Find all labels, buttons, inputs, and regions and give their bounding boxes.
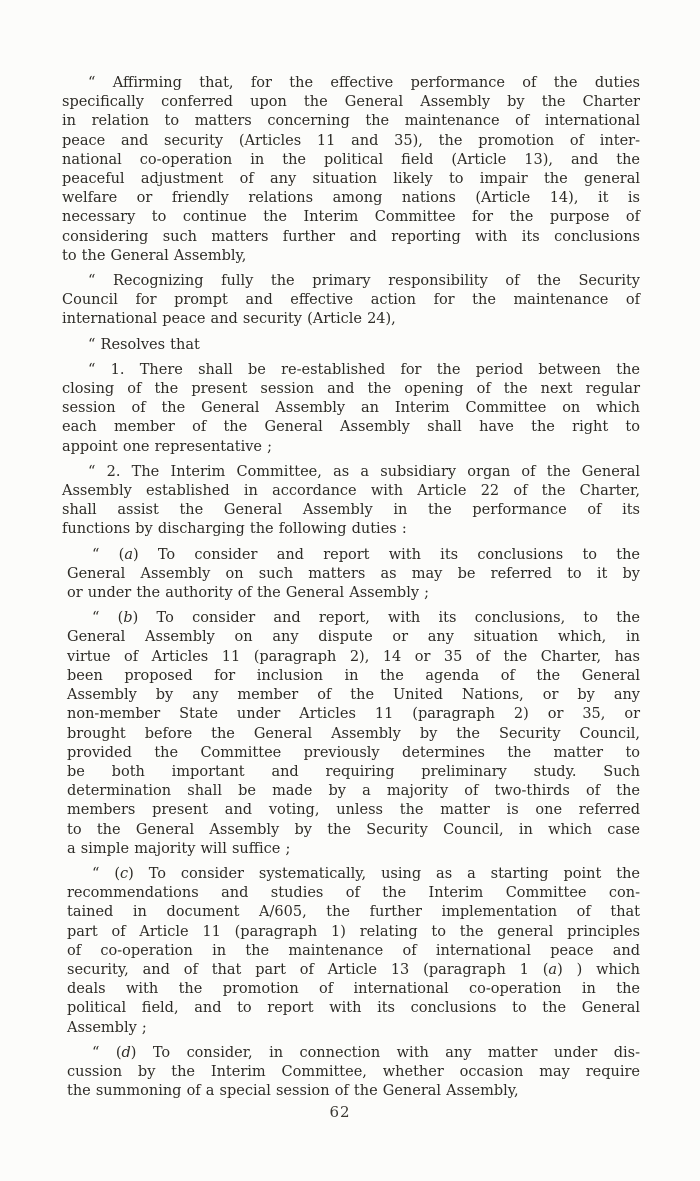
text-line: peace and security (Articles 11 and 35), the promotion of inter- (62, 132, 640, 149)
text-line: General Assembly on such matters as may be referred to it by (67, 565, 640, 582)
text-line: General Assembly on any dispute or any situation which, in (67, 629, 640, 646)
text-line: to the General Assembly, (62, 247, 247, 264)
text-line: determination shall be made by a majority of two-thirds of the (67, 783, 640, 800)
text-line: to the General Assembly by the Security Council, in which case (67, 821, 640, 838)
text-line: shall assist the General Assembly in the performance of its (62, 502, 640, 519)
text-line: members present and voting, unless the matter is one referred (67, 802, 640, 819)
paragraph (62, 336, 640, 355)
text-line: international peace and security (Article 24), (62, 311, 396, 328)
text-line: welfare or friendly relations among nations (Article 14), it is (62, 190, 640, 207)
paragraph (62, 546, 640, 604)
text-line: in relation to matters concerning the maintenance of international (62, 113, 640, 130)
text-line: “ 1. There shall be re-established for the period between the (88, 361, 640, 378)
text-line: “ (a) To consider and report with its conclusions to the (92, 546, 640, 563)
text-line: closing of the present session and the opening of the next regular (62, 381, 640, 398)
paragraph (62, 865, 640, 1038)
text-line: security, and of that part of Article 13 (paragraph 1 (a) ) which (67, 961, 640, 978)
text-line: been proposed for inclusion in the agenda of the General (67, 667, 640, 684)
text-line: Council for prompt and effective action for the maintenance of (62, 292, 640, 309)
text-line: “ 2. The Interim Committee, as a subsidiary organ of the General (88, 463, 640, 480)
text-line: part of Article 11 (paragraph 1) relating to the general principles (67, 923, 640, 940)
text-line: each member of the General Assembly shall have the right to (62, 419, 640, 436)
text-line: considering such matters further and reporting with its conclusions (62, 228, 640, 245)
text-line: appoint one representative ; (62, 438, 272, 455)
text-line: peaceful adjustment of any situation likely to impair the general (62, 171, 640, 188)
text-line: brought before the General Assembly by the Security Council, (67, 725, 640, 742)
text-line: “ (d) To consider, in connection with any matter under dis- (92, 1044, 640, 1061)
text-block (62, 74, 640, 1107)
text-line: “ (b) To consider and report, with its conclusions, to the (92, 610, 640, 627)
text-line: tained in document A/605, the further implementation of that (67, 904, 640, 921)
paragraph (62, 1044, 640, 1102)
text-line: virtue of Articles 11 (paragraph 2), 14 or 35 of the Charter, has (67, 648, 640, 665)
text-line: recommendations and studies of the Interim Committee con- (67, 885, 640, 902)
paragraph (62, 609, 640, 859)
paragraph (62, 272, 640, 330)
text-line: the summoning of a special session of the General Assembly, (67, 1083, 519, 1100)
paragraph (62, 74, 640, 266)
text-line: cussion by the Interim Committee, whether occasion may require (67, 1063, 640, 1080)
page-number: 62 (329, 1103, 351, 1121)
text-line: national co-operation in the political field (Article 13), and the (62, 151, 640, 168)
text-line: of co-operation in the maintenance of international peace and (67, 942, 640, 959)
text-line: political field, and to report with its conclusions to the General (67, 1000, 640, 1017)
text-line: or under the authority of the General Assembly ; (67, 585, 430, 602)
text-line: session of the General Assembly an Interim Committee on which (62, 400, 640, 417)
paragraph (62, 361, 640, 457)
text-line: specifically conferred upon the General Assembly by the Charter (62, 94, 640, 111)
text-line: necessary to continue the Interim Committee for the purpose of (62, 209, 640, 226)
text-line: deals with the promotion of international co-operation in the (67, 981, 640, 998)
text-line: “ Resolves that (88, 336, 200, 353)
text-line: “ (c) To consider systematically, using as a starting point the (92, 865, 640, 882)
text-line: “ Affirming that, for the effective performance of the duties (88, 75, 640, 91)
text-line: a simple majority will suffice ; (67, 840, 291, 857)
text-line: “ Recognizing fully the primary responsibility of the Security (88, 273, 640, 290)
text-line: Assembly by any member of the United Nations, or by any (67, 687, 640, 704)
text-line: non-member State under Articles 11 (paragraph 2) or 35, or (67, 706, 640, 723)
text-line: functions by discharging the following duties : (62, 521, 407, 538)
text-line: be both important and requiring preliminary study. Such (67, 763, 640, 780)
paragraph (62, 463, 640, 540)
text-line: provided the Committee previously determines the matter to (67, 744, 640, 761)
text-line: Assembly ; (67, 1019, 147, 1036)
text-line: Assembly established in accordance with Article 22 of the Charter, (62, 483, 640, 500)
